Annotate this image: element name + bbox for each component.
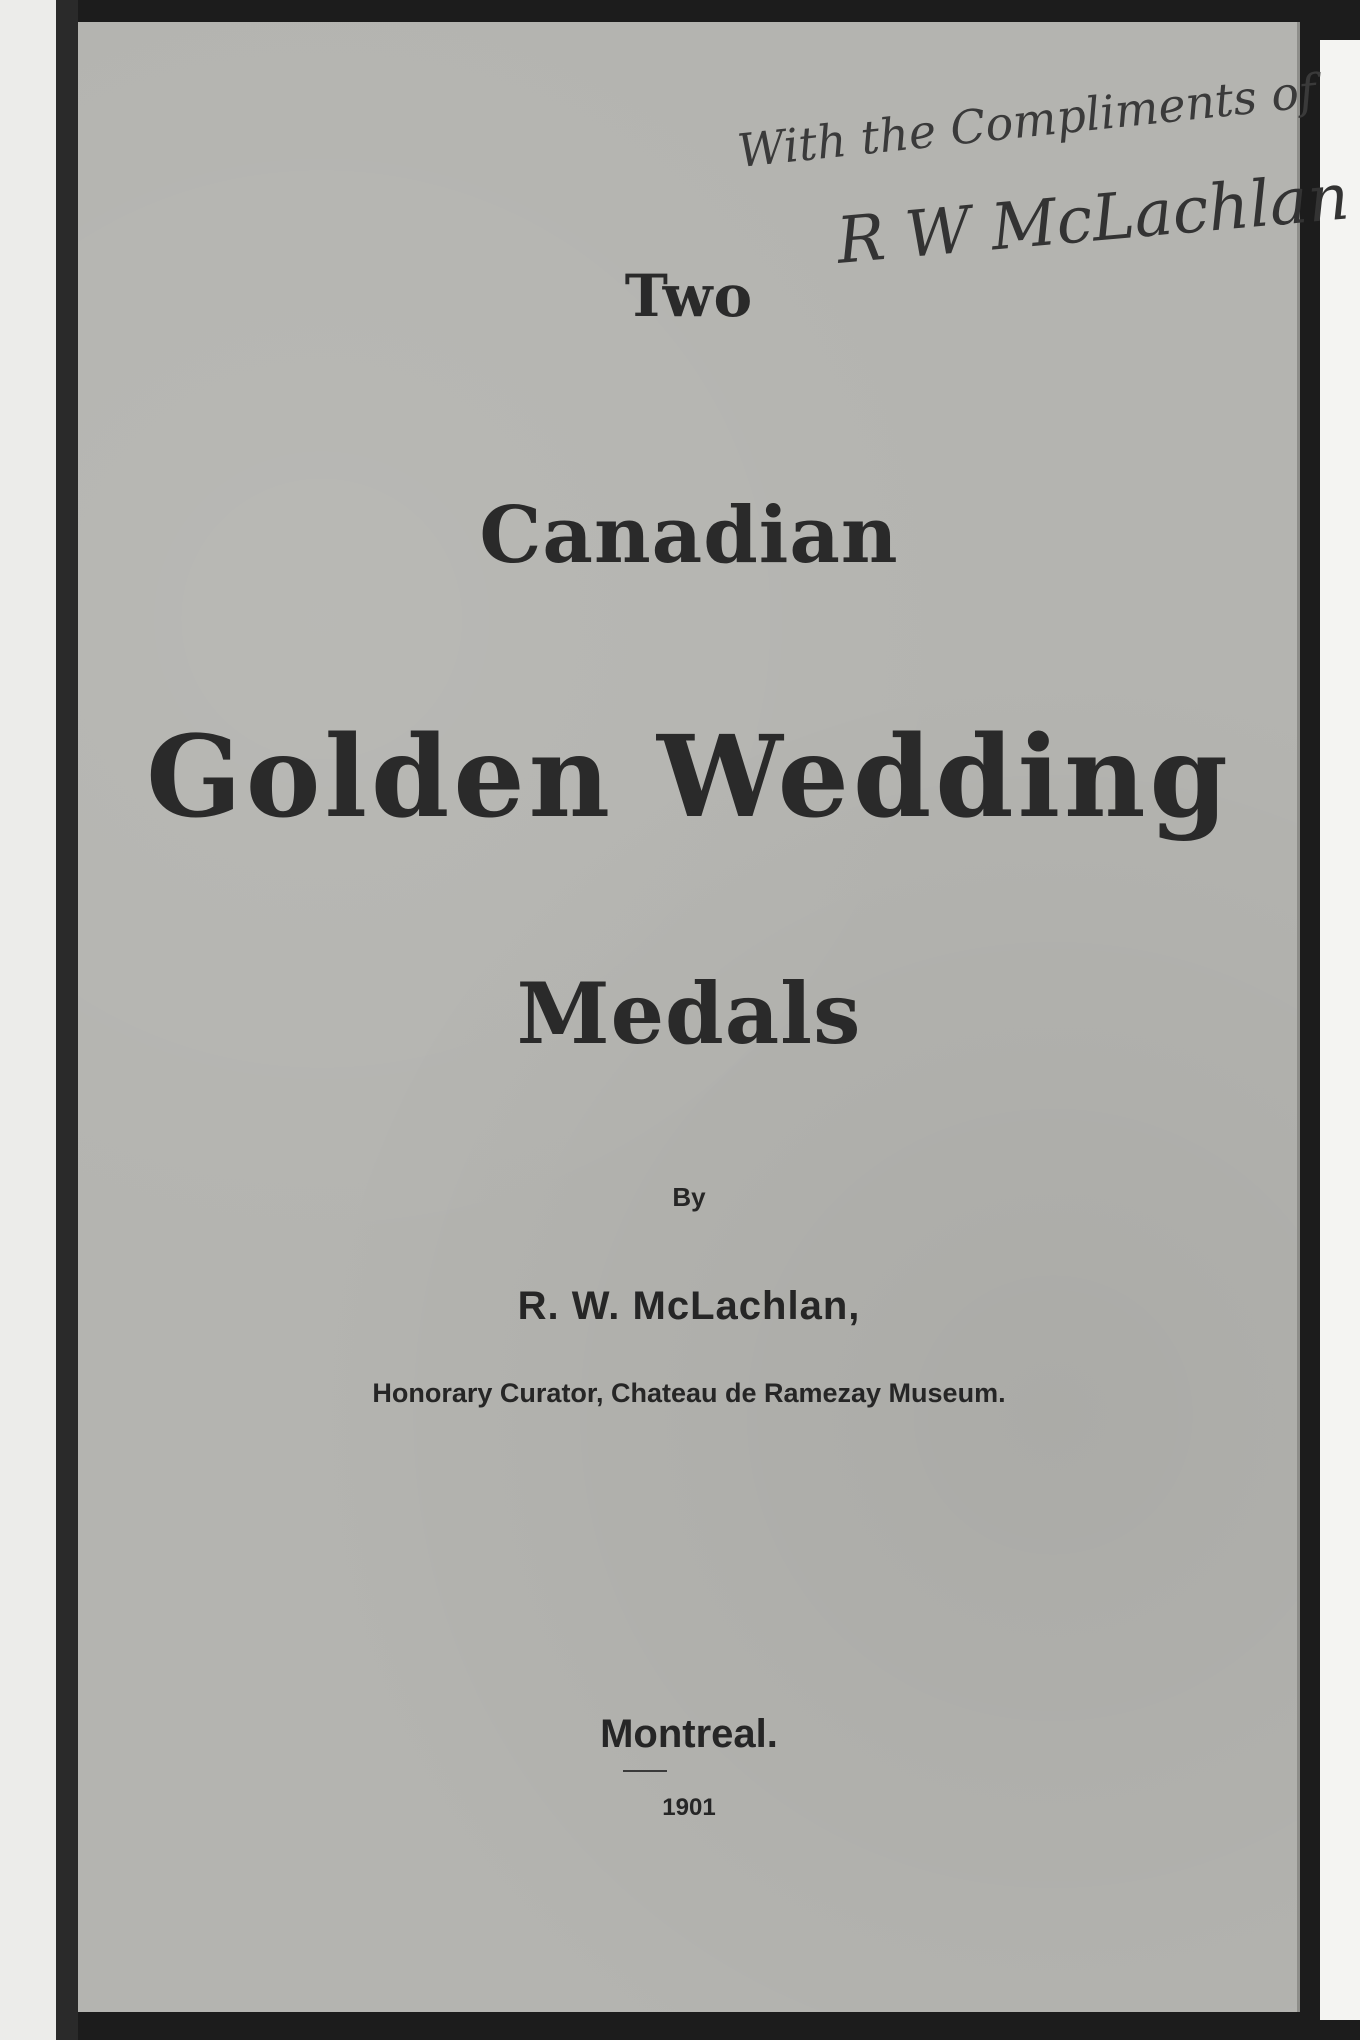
binding-shadow [56, 0, 78, 2040]
inscription-text: With the Compliments of [734, 63, 1319, 179]
author-name: R. W. McLachlan, [517, 1284, 861, 1328]
imprint-city: Montreal. [600, 1712, 778, 1756]
title-page [78, 22, 1352, 2012]
title-line-1: Two [624, 262, 754, 330]
facing-page-edge [0, 0, 56, 2040]
imprint-year: 1901 [662, 1794, 716, 1821]
title-line-3: Golden Wedding [146, 712, 1232, 843]
by-label: By [672, 1182, 706, 1212]
title-line-2: Canadian [479, 490, 899, 581]
handwritten-inscription [678, 52, 1352, 279]
imprint-divider [623, 1770, 667, 1772]
author-affiliation: Honorary Curator, Chateau de Ramezay Museum. [372, 1378, 1006, 1408]
right-margin-strip [1320, 40, 1360, 2020]
signature: R W McLachlan [833, 160, 1352, 279]
title-line-4: Medals [516, 964, 862, 1063]
